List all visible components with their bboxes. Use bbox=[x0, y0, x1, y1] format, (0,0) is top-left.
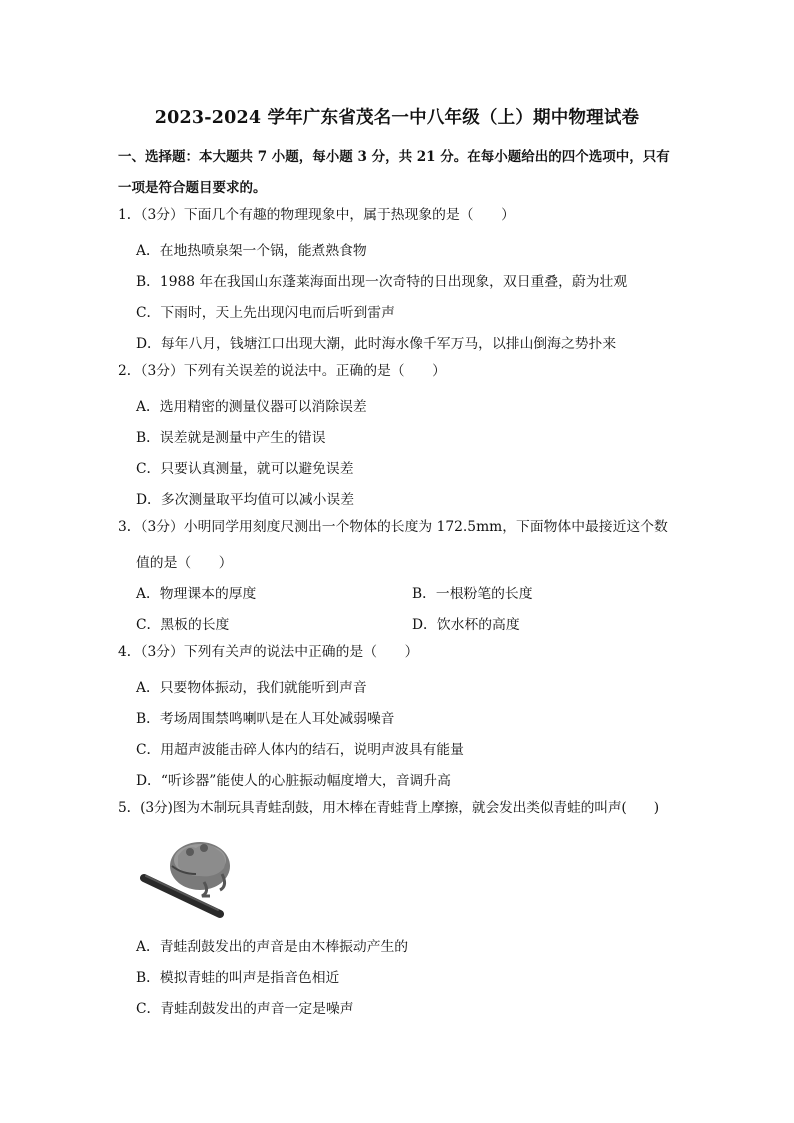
question-3-option-b: B．一根粉笔的长度 bbox=[412, 586, 533, 602]
question-2-option-c: C．只要认真测量，就可以避免误差 bbox=[136, 461, 354, 477]
question-1-option-a: A．在地热喷泉架一个锅，能煮熟食物 bbox=[136, 243, 367, 259]
question-1-option-d: D．每年八月，钱塘江口出现大潮，此时海水像千军万马，以排山倒海之势扑来 bbox=[136, 336, 617, 352]
question-5-option-b: B．模拟青蛙的叫声是指音色相近 bbox=[136, 970, 340, 986]
question-1-stem: 1．（3分）下面几个有趣的物理现象中，属于热现象的是（ ） bbox=[118, 207, 515, 223]
question-2-option-d: D．多次测量取平均值可以减小误差 bbox=[136, 492, 355, 508]
question-3-stem: 3．（3分）小明同学用刻度尺测出一个物体的长度为 172.5mm，下面物体中最接近这个数 bbox=[118, 519, 668, 535]
question-4-option-d: D．“听诊器”能使人的心脏振动幅度增大，音调升高 bbox=[136, 773, 451, 789]
section-heading bbox=[118, 142, 680, 204]
question-4-option-b: B．考场周围禁鸣喇叭是在人耳处减弱噪音 bbox=[136, 711, 395, 727]
question-3-option-c: C．黑板的长度 bbox=[136, 617, 230, 633]
question-5-stem: 5．(3分)图为木制玩具青蛙刮鼓，用木棒在青蛙背上摩擦，就会发出类似青蛙的叫声( ) bbox=[118, 800, 659, 816]
question-5-option-c: C．青蛙刮鼓发出的声音一定是噪声 bbox=[136, 1001, 354, 1017]
question-4-option-a: A．只要物体振动，我们就能听到声音 bbox=[136, 680, 367, 696]
section-heading-line-2: 一项是符合题目要求的。 bbox=[118, 180, 267, 196]
question-2-option-b: B．误差就是测量中产生的错误 bbox=[136, 430, 326, 446]
question-3-option-d: D．饮水杯的高度 bbox=[412, 617, 520, 633]
question-5-option-a: A．青蛙刮鼓发出的声音是由木棒振动产生的 bbox=[136, 939, 409, 955]
question-1-option-c: C．下雨时，天上先出现闪电而后听到雷声 bbox=[136, 305, 395, 321]
section-heading-line-1: 一、选择题：本大题共 7 小题，每小题 3 分，共 21 分。在每小题给出的四个选项中，只有 bbox=[118, 149, 670, 165]
question-2-stem: 2．（3分）下列有关误差的说法中。正确的是（ ） bbox=[118, 363, 446, 379]
frog-eye-2 bbox=[200, 844, 208, 852]
question-4-option-c: C．用超声波能击碎人体内的结石，说明声波具有能量 bbox=[136, 742, 464, 758]
frog-eye bbox=[186, 848, 194, 856]
wooden-frog-guiro-image bbox=[138, 830, 234, 922]
question-2-option-a: A．选用精密的测量仪器可以消除误差 bbox=[136, 399, 367, 415]
exam-title: 2023-2024 学年广东省茂名一中八年级（上）期中物理试卷 bbox=[154, 108, 640, 128]
question-3-stem-continued: 值的是（ ） bbox=[136, 555, 233, 571]
question-4-stem: 4．（3分）下列有关声的说法中正确的是（ ） bbox=[118, 644, 419, 660]
question-3-option-a: A．物理课本的厚度 bbox=[136, 586, 257, 602]
question-1-option-b: B．1988 年在我国山东蓬莱海面出现一次奇特的日出现象，双日重叠，蔚为壮观 bbox=[136, 274, 628, 290]
